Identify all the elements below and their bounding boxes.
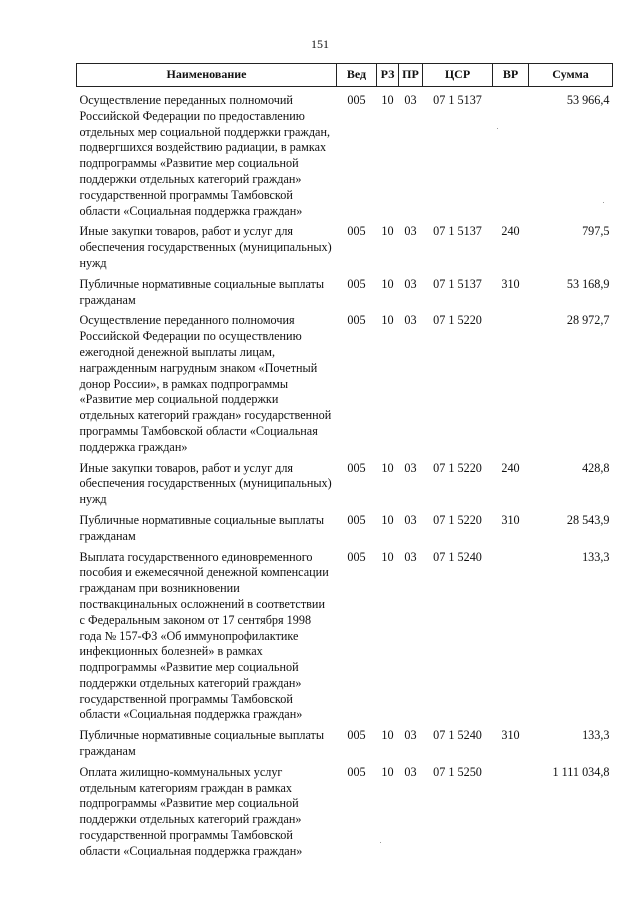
- cell-vr: 310: [501, 728, 520, 743]
- cell-name: Осуществление переданных полномочий Российской Федерации по предоставлению отдельных мер социальной поддержки граждан, подвергшихся воздействию радиации, в рамках подпрограммы «Развитие мер социальной поддержки отдельных категорий граждан» государственной программы Тамбовской области «Социальная поддержка граждан»: [79, 93, 331, 218]
- cell-pr: 03: [404, 728, 417, 743]
- table-row: [77, 458, 613, 510]
- cell-ved: 005: [347, 764, 366, 779]
- table-row: [77, 510, 613, 547]
- cell-pr: 03: [404, 313, 417, 328]
- cell-pr: 03: [404, 93, 417, 107]
- page-number: 151: [311, 37, 329, 51]
- budget-table: [76, 63, 613, 862]
- cell-pr: 03: [404, 549, 417, 564]
- cell-vr: [493, 310, 529, 457]
- cell-csr: 07 1 5220: [433, 512, 482, 527]
- cell-name: Иные закупки товаров, работ и услуг для обеспечения государственных (муниципальных) нужд: [79, 460, 332, 507]
- cell-sum: 28 543,9: [566, 512, 610, 527]
- header-pr: ПР: [399, 64, 423, 87]
- cell-ved: 005: [347, 276, 366, 291]
- cell-csr: 07 1 5137: [433, 276, 482, 291]
- cell-vr: [493, 762, 529, 862]
- table-row: [77, 87, 613, 222]
- table-row: [77, 547, 613, 726]
- cell-vr: 240: [501, 224, 520, 239]
- cell-rz: 10: [381, 224, 394, 239]
- cell-csr: 07 1 5137: [433, 93, 482, 107]
- cell-vr: 310: [501, 512, 520, 527]
- cell-rz: 10: [381, 512, 394, 527]
- cell-csr: 07 1 5220: [433, 460, 482, 475]
- header-sum: Сумма: [529, 64, 613, 87]
- scan-speck: [380, 842, 381, 843]
- cell-sum: 53 966,4: [566, 93, 610, 107]
- cell-ved: 005: [347, 93, 366, 107]
- cell-rz: 10: [381, 93, 394, 107]
- cell-csr: 07 1 5240: [433, 728, 482, 743]
- cell-sum: 133,3: [582, 549, 610, 564]
- cell-rz: 10: [381, 276, 394, 291]
- cell-csr: 07 1 5240: [433, 549, 482, 564]
- cell-ved: 005: [347, 224, 366, 239]
- header-name: Наименование: [77, 64, 337, 87]
- table-row: [77, 274, 613, 311]
- cell-sum: 428,8: [582, 460, 610, 475]
- cell-csr: 07 1 5137: [433, 224, 482, 239]
- header-csr: ЦСР: [423, 64, 493, 87]
- cell-name: Иные закупки товаров, работ и услуг для обеспечения государственных (муниципальных) нужд: [79, 224, 332, 270]
- cell-csr: 07 1 5220: [433, 313, 482, 328]
- cell-rz: 10: [381, 764, 394, 779]
- cell-rz: 10: [381, 460, 394, 475]
- cell-vr: [493, 547, 529, 726]
- cell-name: Публичные нормативные социальные выплаты гражданам: [79, 276, 325, 307]
- table-row: [77, 762, 613, 862]
- cell-pr: 03: [404, 460, 417, 475]
- cell-name: Публичные нормативные социальные выплаты гражданам: [79, 728, 325, 759]
- cell-vr: [493, 87, 529, 222]
- cell-rz: 10: [381, 313, 394, 328]
- table-row: [77, 725, 613, 762]
- cell-pr: 03: [404, 764, 417, 779]
- cell-sum: 797,5: [582, 224, 610, 239]
- cell-ved: 005: [347, 549, 366, 564]
- cell-vr: 240: [501, 460, 520, 475]
- cell-rz: 10: [381, 549, 394, 564]
- cell-sum: 1 111 034,8: [552, 764, 610, 779]
- header-rz: РЗ: [377, 64, 399, 87]
- scan-speck: [497, 128, 498, 129]
- cell-sum: 133,3: [582, 728, 610, 743]
- cell-ved: 005: [347, 313, 366, 328]
- cell-name: Выплата государственного единовременного пособия и ежемесячной денежной компенсации гражданам при возникновении поствакцинальных осложнений в соответствии с Федеральным законом от 17 сентября 1998 года № 157-ФЗ «Об иммунопрофилактике инфекционных болезней» в рамках подпрограммы «Развитие мер социальной поддержки отдельных категорий граждан» государственной программы Тамбовской области «Социальная поддержка граждан»: [79, 549, 329, 722]
- cell-name: Оплата жилищно-коммунальных услуг отдельным категориям граждан в рамках подпрограммы «Развитие мер социальной поддержки отдельных категорий граждан» государственной программы Тамбовской области «Социальная поддержка граждан»: [79, 764, 303, 858]
- table-body: [77, 87, 613, 862]
- cell-ved: 005: [347, 512, 366, 527]
- cell-sum: 53 168,9: [566, 276, 610, 291]
- cell-pr: 03: [404, 224, 417, 239]
- cell-sum: 28 972,7: [566, 313, 610, 328]
- cell-name: Публичные нормативные социальные выплаты гражданам: [79, 512, 325, 543]
- cell-pr: 03: [404, 512, 417, 527]
- header-ved: Вед: [337, 64, 377, 87]
- table-header: [77, 64, 613, 87]
- cell-pr: 03: [404, 276, 417, 291]
- table-row: [77, 221, 613, 273]
- cell-csr: 07 1 5250: [433, 764, 482, 779]
- scan-speck: [603, 202, 604, 203]
- table-row: [77, 310, 613, 457]
- cell-vr: 310: [501, 276, 520, 291]
- header-vr: ВР: [493, 64, 529, 87]
- cell-rz: 10: [381, 728, 394, 743]
- cell-ved: 005: [347, 728, 366, 743]
- cell-name: Осуществление переданного полномочия Российской Федерации по осуществлению ежегодной денежной выплаты лицам, награжденным нагрудным знаком «Почетный донор России», в рамках подпрограммы «Развитие мер социальной поддержки отдельных категорий граждан» государственной программы Тамбовской области «Социальная поддержка граждан»: [79, 313, 332, 454]
- cell-ved: 005: [347, 460, 366, 475]
